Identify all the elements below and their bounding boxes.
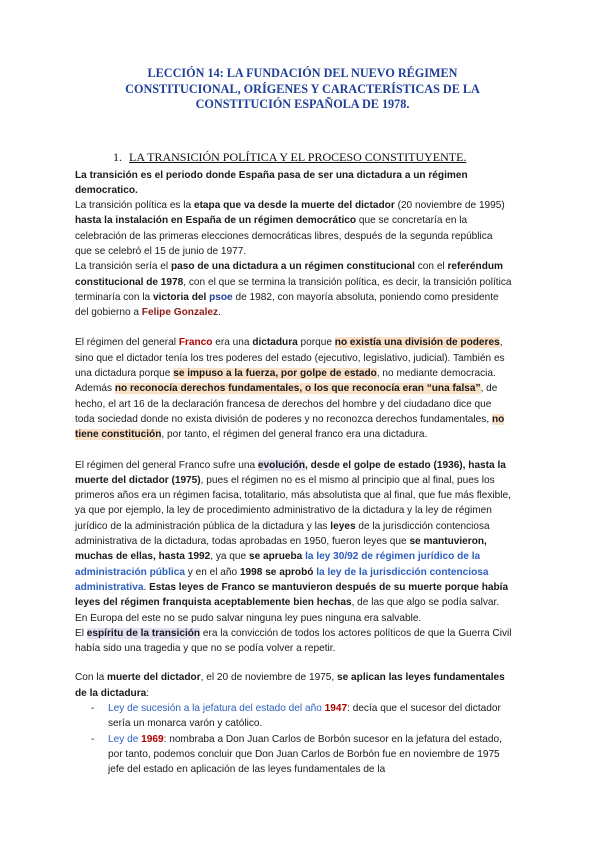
psoe-highlight: psoe: [209, 291, 233, 303]
emphasis: leyes: [330, 520, 356, 532]
ley-jurisdiccion-highlight: la ley de la jurisdicción contenciosa administrativa: [75, 566, 489, 593]
text: (20 noviembre de 1995): [394, 200, 505, 212]
text: que se concretaría en la celebración de las primeras elecciones democráticas libres, después de la segunda república que se celebró el 15 de junio de 1977.: [75, 215, 493, 257]
text: La transición sería el: [75, 261, 171, 273]
text: , el 20 de noviembre de 1975,: [200, 672, 338, 684]
highlight-derechos: no reconocía derechos fundamentales, o los que reconocía eran “una falsa”: [114, 383, 481, 395]
emphasis: etapa que va desde la muerte del dictador: [193, 200, 395, 212]
franco-highlight: Franco: [178, 337, 213, 349]
felipe-gonzalez-highlight: Felipe Gonzalez: [141, 307, 219, 319]
highlight-evolucion: evolución: [257, 459, 306, 471]
emphasis: 1998 se aprobó: [239, 566, 314, 578]
law-name: Ley de sucesión a la jefatura del estado del año: [108, 703, 322, 714]
paragraph-spirit: [75, 626, 512, 657]
section-heading-text: LA TRANSICIÓN POLÍTICA Y EL PROCESO CONSTITUYENTE.: [129, 149, 467, 164]
text: :: [146, 687, 150, 699]
text: porque: [297, 337, 335, 349]
paragraph-death-dictator: [75, 670, 512, 701]
title-line-3: CONSTITUCIÓN ESPAÑOLA DE 1978.: [195, 97, 410, 111]
text: La transición política es la: [75, 200, 194, 212]
emphasis: Estas leyes de Franco se mantuvieron después de su muerte porque había leyes del régimen franquista aceptablemente bien hechas: [75, 581, 509, 609]
emphasis: se mantuvieron, muchas de ellas, hasta 1992: [75, 536, 487, 563]
text: : decía que el sucesor del dictador sería un monarca varón y católico.: [108, 703, 501, 730]
paragraph-evolution: [75, 458, 512, 611]
paragraph-definition: [75, 168, 512, 199]
text: El régimen del general Franco sufre una: [75, 459, 258, 471]
text: .: [218, 307, 221, 319]
emphasis: referéndum constitucional de 1978: [75, 261, 504, 288]
highlight-no-division: no existía una división de poderes: [334, 337, 500, 349]
spacer: [75, 656, 512, 670]
list-item: [91, 701, 512, 732]
lesson-title: [75, 66, 512, 113]
emphasis: muerte del dictador: [106, 672, 201, 684]
emphasis: paso de una dictadura a un régimen constitucional: [170, 261, 415, 273]
text: Con la: [75, 672, 107, 684]
title-line-1: LECCIÓN 14: LA FUNDACIÓN DEL NUEVO RÉGIMEN: [147, 66, 458, 80]
text: , no mediante democracia. Además: [75, 368, 496, 395]
emphasis: se aprueba: [248, 551, 303, 563]
text: de 1982, con mayoría absoluta, poniendo como presidente del gobierno a: [75, 291, 499, 319]
law-name: Ley de: [108, 733, 139, 745]
laws-list: [75, 701, 512, 777]
text: era una: [212, 337, 253, 349]
text: y en el año: [184, 566, 240, 578]
text: : nombraba a Don Juan Carlos de Borbón sucesor en la jefatura del estado, por tanto, podemos concluir que Don Juan Carlos de Borbón fue en noviembre de 1975 jefe del estado en aplicación de las leyes fundamentales de la: [108, 733, 502, 776]
title-line-2: CONSTITUCIONAL, ORÍGENES Y CARACTERÍSTICAS DE LA: [125, 81, 480, 96]
list-item: [91, 732, 512, 778]
highlight-no-constitucion: no tiene constitución: [75, 413, 505, 441]
text: , de hecho, el art 16 de la declaración francesa de derechos del hombre y del ciudadano dice que toda sociedad donde no exista división de poderes y no reconozca derechos fundamentales,: [75, 383, 498, 425]
ley-30-92-highlight: la ley 30/92 de régimen jurídico de la administración pública: [75, 551, 481, 578]
section-number: 1.: [113, 149, 122, 164]
text: , de las que algo se podía salvar.: [351, 597, 500, 609]
emphasis: se aplican las leyes fundamentales de la dictadura: [75, 672, 505, 699]
text: de la jurisdicción contenciosa administrativa de la dictadura, todas aprobadas en 1950, fueron leyes que: [75, 520, 490, 548]
paragraph-europe: En Europa del este no se pudo salvar ninguna ley pues ninguna era salvable.: [75, 612, 422, 624]
emphasis: , desde el golpe de estado (1936), hasta la muerte del dictador (1975): [75, 459, 506, 486]
spacer: [75, 443, 512, 458]
paragraph-dictatorship: [75, 335, 512, 442]
text: , por tanto, el régimen del general franco era una dictadura.: [161, 429, 428, 441]
text: , pues el régimen no es el mismo al principio que al final, pues los primeros años era un régimen facisa, totalitario, más absolutista que al final, que fue más flexible, ya que por ejemplo, la ley de procedimiento administrativo de la dictadura y la ley de régimen jurídico de la administración pública de la dictadura y las: [75, 474, 511, 532]
year-highlight: 1947: [324, 703, 348, 714]
section-heading-1: [113, 149, 512, 165]
spacer: [75, 320, 512, 335]
text: , con el que se termina la transición política, es decir, la transición política terminaría con la: [75, 276, 512, 303]
text: .: [143, 581, 150, 593]
paragraph-constitutional-step: [75, 259, 512, 320]
text: El: [75, 627, 87, 639]
text: con el: [414, 261, 448, 273]
emphasis: hasta la instalación en España de un régimen democrático: [75, 215, 357, 227]
text: El régimen del general: [75, 337, 179, 349]
emphasis: victoria del: [152, 291, 207, 303]
text: , ya que: [210, 551, 249, 563]
highlight-espiritu: espíritu de la transición: [86, 627, 201, 639]
text: , sino que el dictador tenía los tres poderes del estado (ejecutivo, legislativo, judicial). También es una dictadura porque: [75, 337, 505, 380]
highlight-golpe: se impuso a la fuerza, por golpe de estado: [173, 368, 377, 380]
text: era la convicción de todos los actores políticos de que la Guerra Civil había sido una tragedia y que no se podía volver a repetir.: [75, 627, 512, 655]
paragraph-transition-period: [75, 198, 512, 259]
definition-bold: La transición es el periodo donde España pasa de ser una dictadura a un régimen democratico.: [75, 169, 468, 196]
year-highlight: 1969: [141, 733, 164, 745]
emphasis: dictadura: [252, 337, 298, 349]
